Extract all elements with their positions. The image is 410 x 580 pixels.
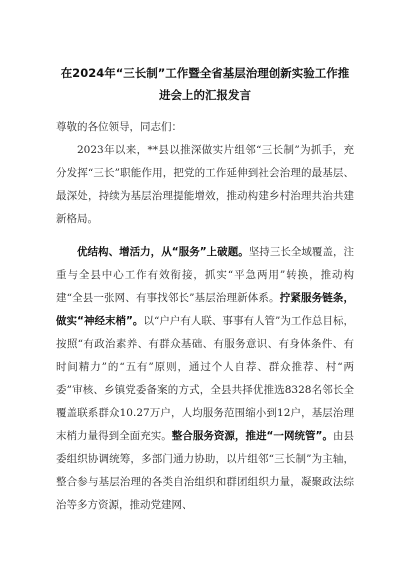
document-title [56,62,354,106]
paragraph-service [56,241,354,517]
bold-phrase-integrate-resources: 整合服务资源，推进“一网统管”。 [171,430,333,442]
paragraph-text: 坚持三长全域覆盖，注重与全县中心工作有效衔接，抓实“平急两用”转换，推动构建“全县一张网、有事找邻长”基层治理新体系。 [56,246,355,304]
bold-phrase-service-chain: 拧紧服务链条，做实“神经末梢”。 [56,292,354,327]
title-line-1: 在2024年“三长制”工作暨全省基层治理创新实验工作推 [60,66,350,80]
section-heading: 优结构、增活力，从“服务”上破题。 [77,246,249,258]
paragraph-intro: 2023年以来，**县以推深做实片组邻“三长制”为抓手，充分发挥“三长”职能作用，把党的工作延伸到社会治理的最基层、最深处，持续为基层治理提能增效，推动构建乡村治理共治共建新格局。 [56,144,354,225]
salutation: 尊敬的各位领导，同志们： [56,121,182,133]
paragraph-text: 由县委组织协调统筹，多部门通力协助，以片组邻“三长制”为主轴，整合参与基层治理的各类自治组织和群团组织力量，凝聚政法综治等多方资源，推动党建网、 [56,430,355,511]
title-line-2: 进会上的汇报发言 [159,88,251,102]
paragraph-text: 以“户户有人联、事事有人管”为工作总目标，按照“有政治素养、有群众基础、有服务意识、有身体条件、有时间精力”的“五有”原则，通过个人自荐、群众推荐、村“两委”审核、乡镇党委备案的方式，全县共择优推选8328名邻长全覆盖联系群众10.27万户，人均服务范围缩小到12户，基层治理末梢力量得到全面充实。 [56,315,354,442]
